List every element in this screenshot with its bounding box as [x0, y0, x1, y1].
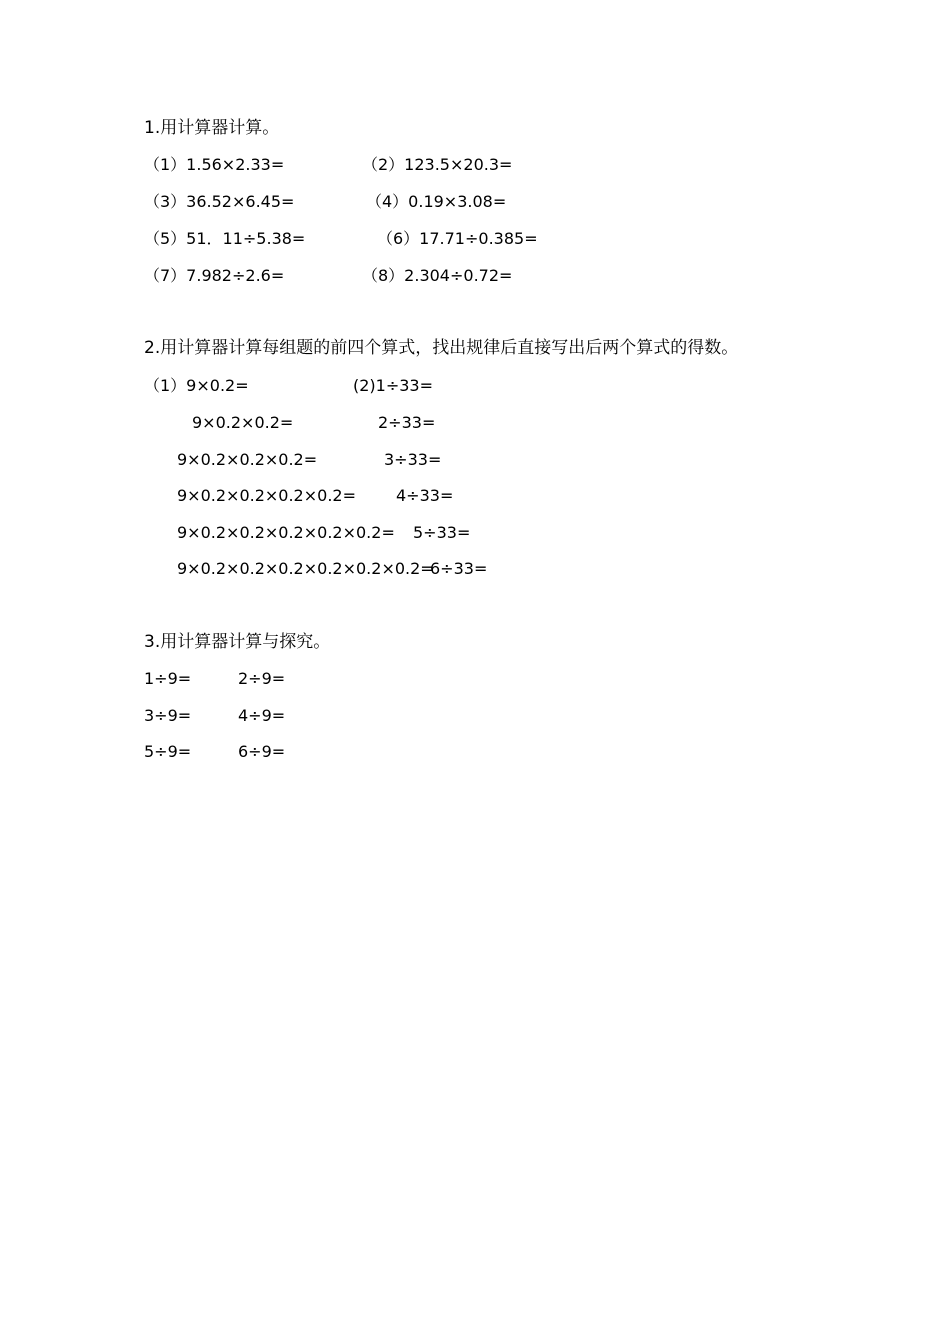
- s3-item-6: 6÷9=: [238, 742, 286, 761]
- s3-item-4: 4÷9=: [238, 706, 286, 725]
- s3-item-3: 3÷9=: [144, 706, 192, 725]
- section-1-title: 1.用计算器计算。: [144, 118, 280, 138]
- s2-g2-row-2: 2÷33=: [378, 413, 436, 432]
- s1-item-5: （5）51．11÷5.38=: [144, 229, 306, 248]
- s1-item-8: （8）2.304÷0.72=: [362, 266, 513, 285]
- s1-item-1: （1）1.56×2.33=: [144, 155, 285, 174]
- s2-g2-row-1: (2)1÷33=: [353, 376, 434, 395]
- s1-item-6: （6）17.71÷0.385=: [377, 229, 538, 248]
- s2-g1-row-4: 9×0.2×0.2×0.2×0.2=: [177, 486, 356, 505]
- s3-item-5: 5÷9=: [144, 742, 192, 761]
- s1-item-4: （4）0.19×3.08=: [366, 192, 507, 211]
- s3-item-2: 2÷9=: [238, 669, 286, 688]
- s2-g1-row-1: （1）9×0.2=: [144, 376, 249, 395]
- s1-item-7: （7）7.982÷2.6=: [144, 266, 285, 285]
- s2-g2-row-5: 5÷33=: [413, 523, 471, 542]
- s2-g1-row-3: 9×0.2×0.2×0.2=: [177, 450, 318, 469]
- s2-g1-row-2: 9×0.2×0.2=: [192, 413, 294, 432]
- s2-g2-row-6: 6÷33=: [430, 559, 488, 578]
- section-3-title: 3.用计算器计算与探究。: [144, 632, 331, 652]
- s2-g2-row-3: 3÷33=: [384, 450, 442, 469]
- s2-g1-row-5: 9×0.2×0.2×0.2×0.2×0.2=: [177, 523, 395, 542]
- s1-item-2: （2）123.5×20.3=: [362, 155, 513, 174]
- s1-item-3: （3）36.52×6.45=: [144, 192, 295, 211]
- s3-item-1: 1÷9=: [144, 669, 192, 688]
- section-2-title: 2.用计算器计算每组题的前四个算式，找出规律后直接写出后两个算式的得数。: [144, 338, 739, 358]
- s2-g2-row-4: 4÷33=: [396, 486, 454, 505]
- s2-g1-row-6: 9×0.2×0.2×0.2×0.2×0.2×0.2=: [177, 559, 434, 578]
